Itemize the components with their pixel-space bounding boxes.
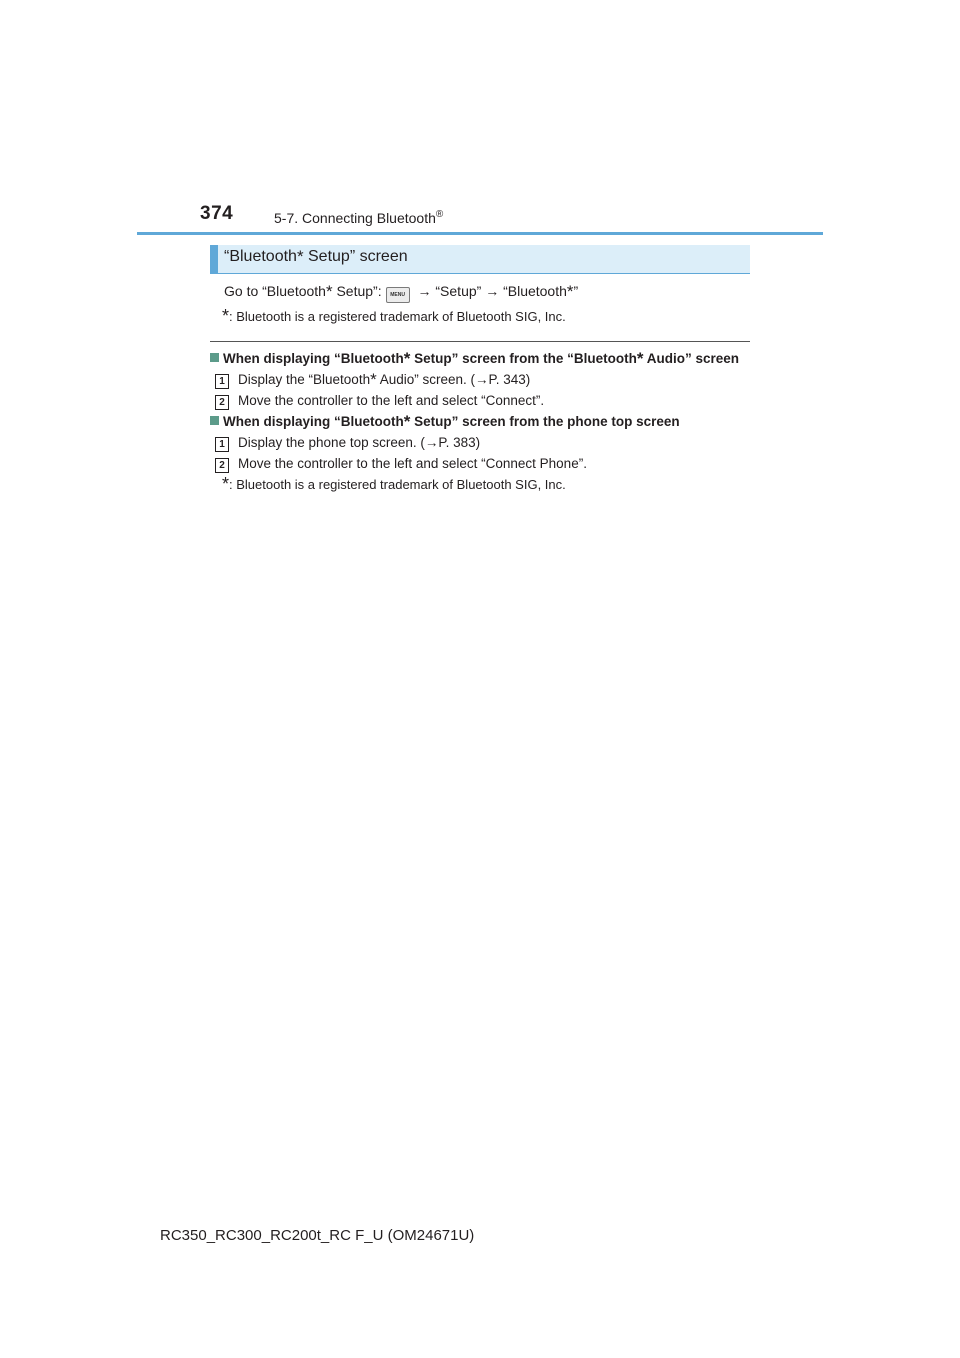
- registered-mark: ®: [435, 209, 444, 220]
- asterisk: *: [222, 474, 230, 494]
- bullet-square-icon: [210, 353, 219, 362]
- asterisk: *: [566, 282, 574, 301]
- asterisk: *: [403, 349, 411, 368]
- divider: [210, 341, 750, 342]
- step-text: Display the phone top screen. (→P. 383): [238, 435, 481, 450]
- asterisk: *: [636, 349, 644, 368]
- step-text: Move the controller to the left and select “Connect Phone”.: [238, 456, 587, 471]
- manual-footer: RC350_RC300_RC200t_RC F_U (OM24671U): [160, 1227, 475, 1244]
- header-rule: [137, 232, 823, 235]
- heading-accent: [210, 245, 218, 273]
- step-text: Display the “Bluetooth* Audio” screen. (→P. 343): [238, 370, 531, 389]
- asterisk: *: [403, 412, 411, 431]
- step-number-badge: 2: [215, 395, 229, 410]
- page-number: 374: [200, 203, 234, 224]
- step-text: Move the controller to the left and select “Connect”.: [238, 393, 545, 408]
- subsection-heading-phone: When displaying “Bluetooth* Setup” screen from the phone top screen: [210, 414, 680, 429]
- step-number-badge: 1: [215, 437, 229, 452]
- asterisk: *: [325, 282, 333, 301]
- bullet-square-icon: [210, 416, 219, 425]
- section-heading: [210, 245, 750, 274]
- menu-button-icon: MENU: [386, 287, 410, 303]
- heading-text: “Bluetooth* Setup” screen: [224, 247, 408, 266]
- intro-instruction: Go to “Bluetooth* Setup”: MENU → “Setup” → “Bluetooth*”: [224, 282, 579, 301]
- trademark-note: *: Bluetooth is a registered trademark of Bluetooth SIG, Inc.: [222, 474, 566, 494]
- asterisk: *: [370, 370, 377, 389]
- step-number-badge: 2: [215, 458, 229, 473]
- asterisk: *: [296, 247, 304, 266]
- asterisk: *: [222, 306, 230, 326]
- step-number-badge: 1: [215, 374, 229, 389]
- subsection-heading-audio: When displaying “Bluetooth* Setup” screen from the “Bluetooth* Audio” screen: [210, 351, 739, 366]
- trademark-note: *: Bluetooth is a registered trademark of Bluetooth SIG, Inc.: [222, 306, 566, 326]
- section-title: [274, 209, 443, 226]
- section-title-text: 5-7. Connecting Bluetooth: [274, 210, 436, 226]
